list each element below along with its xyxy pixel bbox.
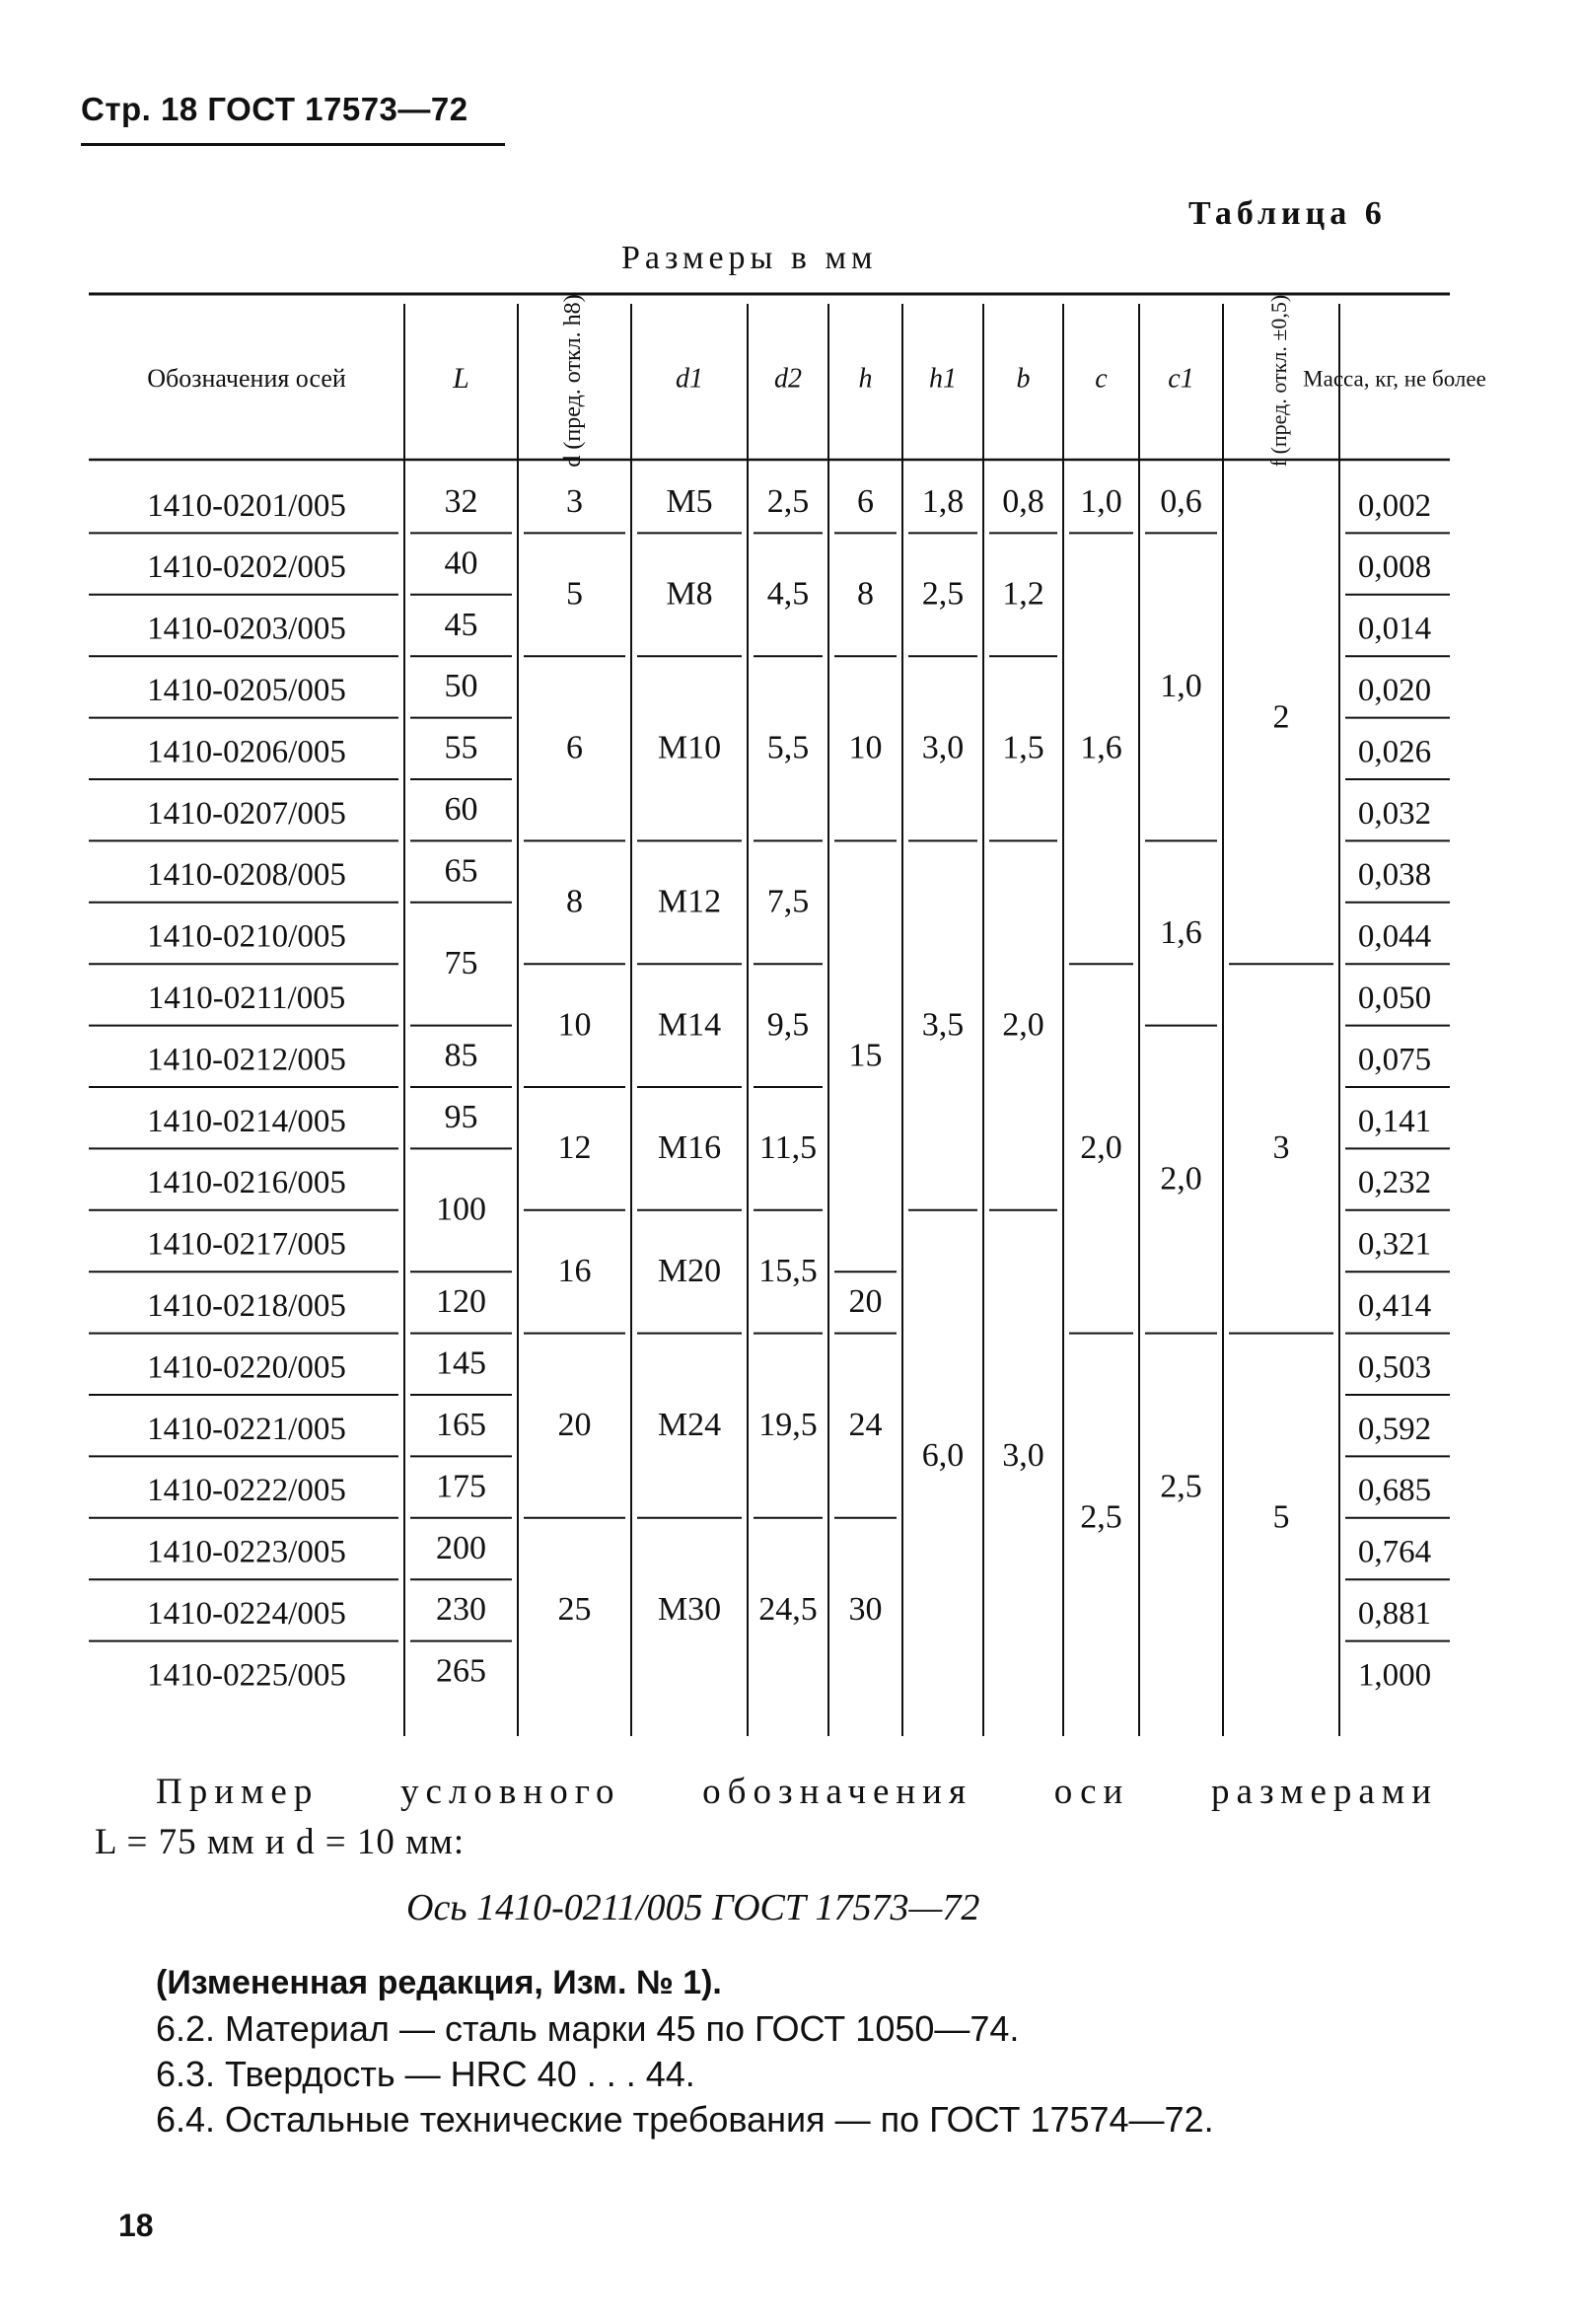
table-title: Таблица 6 [1188,195,1387,232]
table-cell-c: 2,0 [1080,1129,1122,1167]
table-cell-mass: 0,141 [1357,1103,1432,1139]
table-cell-c1: 2,5 [1160,1468,1202,1505]
table-cell-L: 145 [436,1344,486,1382]
table-cell-mass: 0,764 [1357,1534,1432,1570]
table-cell-c1: 1,6 [1160,913,1202,951]
column-header: Обозначения осей [147,363,346,393]
table-cell-designation: 1410-0224/005 [147,1595,346,1632]
table-cell-d: 8 [566,883,583,920]
table-cell-L: 50 [444,668,478,705]
column-header: L [453,361,469,395]
table-cell-mass: 0,050 [1357,980,1432,1016]
example-designation: Ось 1410-0211/005 ГОСТ 17573—72 [406,1887,980,1928]
table-cell-L: 230 [436,1591,486,1629]
table-cell-L: 60 [444,790,478,828]
example-word: размерами [1211,1772,1439,1812]
table-cell-h1: 2,5 [921,575,965,613]
table-cell-d1: М5 [666,482,713,520]
table-cell-designation: 1410-0206/005 [147,734,346,770]
table-cell-b: 2,0 [1002,1006,1044,1044]
table-cell-L: 200 [436,1529,486,1566]
table-cell-mass: 0,020 [1357,672,1432,708]
table-cell-d1: М12 [657,883,722,920]
table-cell-d: 5 [566,575,583,613]
table-cell-c: 1,0 [1080,482,1122,520]
example-word: обозначения [702,1772,972,1812]
table-cell-designation: 1410-0212/005 [147,1042,346,1078]
table-cell-L: 95 [444,1098,478,1135]
table-cell-designation: 1410-0222/005 [147,1473,346,1509]
table-cell-d1: М10 [657,729,722,766]
table-cell-b: 3,0 [1002,1437,1044,1475]
requirement-6-4: 6.4. Остальные технические требования — по ГОСТ 17574—72. [156,2099,1214,2140]
column-header: c1 [1168,363,1194,395]
table-cell-d1: М16 [657,1129,722,1167]
table-cell-d2: 4,5 [766,575,810,613]
table-cell-c: 2,5 [1080,1498,1122,1536]
table-cell-h: 8 [857,575,874,613]
example-dimensions: L = 75 мм и d = 10 мм: [95,1822,466,1862]
amendment-note: (Измененная редакция, Изм. № 1). [156,1964,722,2001]
table-cell-mass: 0,014 [1357,611,1432,647]
table-cell-designation: 1410-0218/005 [147,1287,346,1324]
column-header: f (пред. откл. ±0,5) [1266,294,1292,468]
table-cell-d2: 9,5 [766,1006,810,1044]
table-cell-mass: 0,232 [1357,1165,1432,1201]
table-cell-c1: 1,0 [1160,668,1202,705]
table-cell-h: 15 [848,1037,883,1074]
column-header: h [858,363,873,395]
table-cell-L: 85 [444,1037,478,1074]
table-cell-designation: 1410-0202/005 [147,549,346,586]
table-cell-designation: 1410-0205/005 [147,672,346,708]
example-intro [156,1771,1438,1814]
column-header: c [1095,363,1108,395]
table-cell-h: 10 [848,729,883,766]
table-cell-designation: 1410-0210/005 [147,918,346,955]
table-cell-b: 1,2 [1002,575,1044,613]
table-cell-designation: 1410-0221/005 [147,1411,346,1447]
table-cell-mass: 0,008 [1357,549,1432,586]
table-cell-d1: М20 [657,1252,722,1289]
table-cell-b: 0,8 [1002,482,1044,520]
table-cell-designation: 1410-0220/005 [147,1349,346,1386]
table-cell-mass: 0,321 [1357,1226,1432,1263]
table-cell-d2: 19,5 [758,1406,818,1443]
table-cell-d: 20 [557,1406,592,1443]
table-cell-d2: 7,5 [766,883,810,920]
table-cell-d1: М24 [657,1406,722,1443]
table-cell-h1: 6,0 [921,1437,965,1475]
table-cell-mass: 0,075 [1357,1042,1432,1078]
table-cell-mass: 0,002 [1357,487,1432,524]
table-cell-f: 5 [1272,1498,1290,1536]
table-cell-designation: 1410-0214/005 [147,1103,346,1139]
table-cell-d: 10 [557,1006,592,1044]
table-cell-d1: М14 [657,1006,722,1044]
table-cell-h1: 1,8 [921,482,965,520]
table-cell-d: 12 [557,1129,592,1167]
table-cell-L: 65 [444,852,478,890]
column-header: d (пред. откл. h8) [560,294,587,468]
table-cell-designation: 1410-0216/005 [147,1165,346,1201]
example-word: оси [1053,1772,1130,1812]
table-cell-L: 32 [444,482,478,520]
table-cell-h: 20 [848,1283,883,1321]
table-cell-h: 30 [848,1591,883,1629]
table-cell-h1: 3,0 [921,729,965,766]
example-word: Пример [156,1772,320,1812]
table-cell-designation: 1410-0208/005 [147,857,346,894]
table-cell-L: 55 [444,729,478,766]
page-number: 18 [118,2208,154,2243]
column-header: d2 [774,363,802,395]
requirement-6-2: 6.2. Материал — сталь марки 45 по ГОСТ 1050—74. [156,2008,1020,2049]
table-cell-d: 3 [566,482,583,520]
table-cell-f: 3 [1272,1129,1290,1167]
table-cell-d: 25 [557,1591,592,1629]
column-header: d1 [676,363,703,395]
table-cell-d2: 2,5 [766,482,810,520]
table-cell-mass: 0,026 [1357,734,1432,770]
table-cell-b: 1,5 [1002,729,1044,766]
table-cell-designation: 1410-0201/005 [147,487,346,524]
table-cell-d1: М30 [657,1591,722,1629]
table-cell-mass: 0,032 [1357,795,1432,832]
requirement-6-3: 6.3. Твердость — HRC 40 . . . 44. [156,2054,695,2094]
column-header: Масса, кг, не более [1303,366,1486,392]
table-cell-c: 1,6 [1080,729,1122,766]
table-units: Размеры в мм [621,240,878,276]
table-cell-designation: 1410-0207/005 [147,795,346,832]
table-cell-mass: 0,881 [1357,1595,1432,1632]
table-cell-designation: 1410-0223/005 [147,1534,346,1570]
table-cell-f: 2 [1272,698,1290,736]
table-cell-h: 6 [857,482,874,520]
table-cell-d2: 15,5 [758,1252,818,1289]
table-cell-L: 100 [436,1191,486,1228]
column-header: h1 [929,363,957,395]
table-cell-c1: 2,0 [1160,1160,1202,1198]
table-cell-designation: 1410-0225/005 [147,1657,346,1694]
table-cell-designation: 1410-0203/005 [147,611,346,647]
table-cell-designation: 1410-0211/005 [147,980,346,1016]
table-cell-d2: 5,5 [766,729,810,766]
table-cell-L: 165 [436,1406,486,1443]
table-cell-d2: 24,5 [758,1591,818,1629]
table-cell-mass: 1,000 [1357,1657,1432,1694]
table-cell-L: 265 [436,1652,486,1690]
table-cell-c1: 0,6 [1160,482,1202,520]
running-header: Стр. 18 ГОСТ 17573—72 [81,91,468,127]
table-cell-d: 6 [566,729,583,766]
table-cell-h: 24 [848,1406,883,1443]
table-cell-mass: 0,503 [1357,1349,1432,1386]
example-word: условного [400,1772,621,1812]
table-cell-mass: 0,044 [1357,918,1432,955]
table-cell-mass: 0,685 [1357,1473,1432,1509]
table-cell-L: 120 [436,1283,486,1321]
table-cell-L: 175 [436,1468,486,1505]
table-cell-L: 75 [444,944,478,981]
table-cell-designation: 1410-0217/005 [147,1226,346,1263]
table-cell-L: 45 [444,606,478,643]
table-cell-d1: М8 [666,575,713,613]
table-cell-d2: 11,5 [758,1129,818,1167]
table-cell-L: 40 [444,545,478,582]
table-cell-h1: 3,5 [921,1006,965,1044]
column-header: b [1016,363,1031,395]
table-cell-mass: 0,592 [1357,1411,1432,1447]
table-cell-d: 16 [557,1252,592,1289]
table-cell-mass: 0,038 [1357,857,1432,894]
table-cell-mass: 0,414 [1357,1287,1432,1324]
